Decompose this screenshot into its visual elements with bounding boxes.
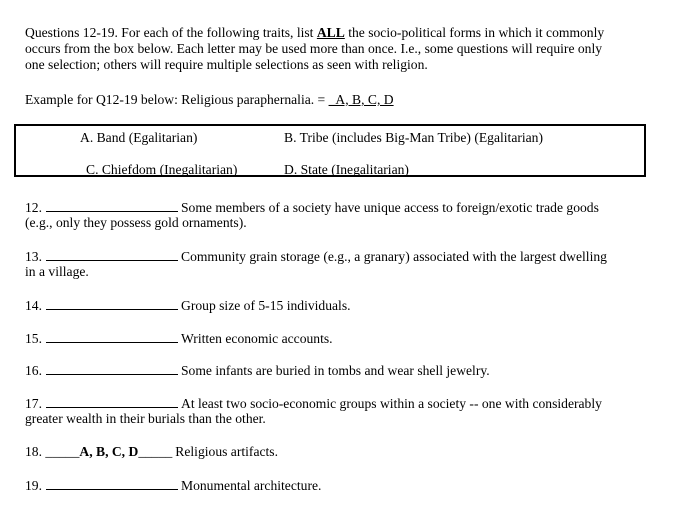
answer-blank[interactable] [46, 362, 178, 375]
answer-blank[interactable] [46, 248, 178, 261]
question-number: 19. [25, 478, 42, 493]
answer-blank[interactable] [46, 395, 178, 408]
filled-answer[interactable]: _____A, B, C, D_____ [45, 444, 173, 459]
option-state: D. State (Inegalitarian) [284, 162, 409, 177]
question-16 [25, 362, 490, 379]
question-text: Some members of a society have unique access to foreign/exotic trade goods [181, 200, 599, 215]
question-number: 16. [25, 363, 42, 378]
option-band: A. Band (Egalitarian) [80, 130, 198, 145]
instructions-line-2: occurs from the box below. Each letter may be used more than once. I.e., some questions will require only [25, 41, 603, 56]
question-number: 14. [25, 298, 42, 313]
question-number: 17. [25, 396, 42, 411]
question-text: At least two socio-economic groups within a society -- one with considerably [181, 396, 602, 411]
question-17 [25, 395, 602, 412]
example-label: Example for Q12-19 below: Religious paraphernalia. = [25, 92, 329, 107]
example-answer: _A, B, C, D [328, 92, 394, 107]
instructions-line-1: Questions 12-19. For each of the following traits, list ALL the socio-political forms in which it commonly [25, 25, 605, 40]
question-text: Community grain storage (e.g., a granary) associated with the largest dwelling [181, 249, 607, 264]
option-chiefdom: C. Chiefdom (Inegalitarian) [86, 162, 238, 177]
question-text: Monumental architecture. [181, 478, 322, 493]
question-number: 18. [25, 444, 42, 459]
question-text: Religious artifacts. [175, 444, 278, 459]
answer-blank[interactable] [46, 297, 178, 310]
all-emphasis: ALL [316, 25, 345, 40]
question-14 [25, 297, 351, 314]
question-number: 15. [25, 331, 42, 346]
question-text: Some infants are buried in tombs and wear shell jewelry. [181, 363, 490, 378]
question-18 [25, 444, 278, 460]
example-line [25, 92, 394, 108]
question-17-continuation: greater wealth in their burials than the other. [25, 411, 266, 426]
question-12-continuation: (e.g., only they possess gold ornaments). [25, 215, 247, 230]
question-19 [25, 477, 321, 494]
answer-blank[interactable] [46, 477, 178, 490]
question-12 [25, 199, 599, 216]
answer-blank[interactable] [46, 330, 178, 343]
option-tribe: B. Tribe (includes Big-Man Tribe) (Egalitarian) [284, 130, 544, 145]
question-15 [25, 330, 333, 347]
question-13 [25, 248, 607, 265]
instructions-line-3: one selection; others will require multiple selections as seen with religion. [25, 57, 428, 72]
question-13-continuation: in a village. [25, 264, 89, 279]
answer-blank[interactable] [46, 199, 178, 212]
question-number: 12. [25, 200, 42, 215]
options-box [14, 124, 646, 177]
question-text: Group size of 5-15 individuals. [181, 298, 351, 313]
instructions-paragraph [25, 25, 665, 73]
question-text: Written economic accounts. [181, 331, 333, 346]
question-number: 13. [25, 249, 42, 264]
